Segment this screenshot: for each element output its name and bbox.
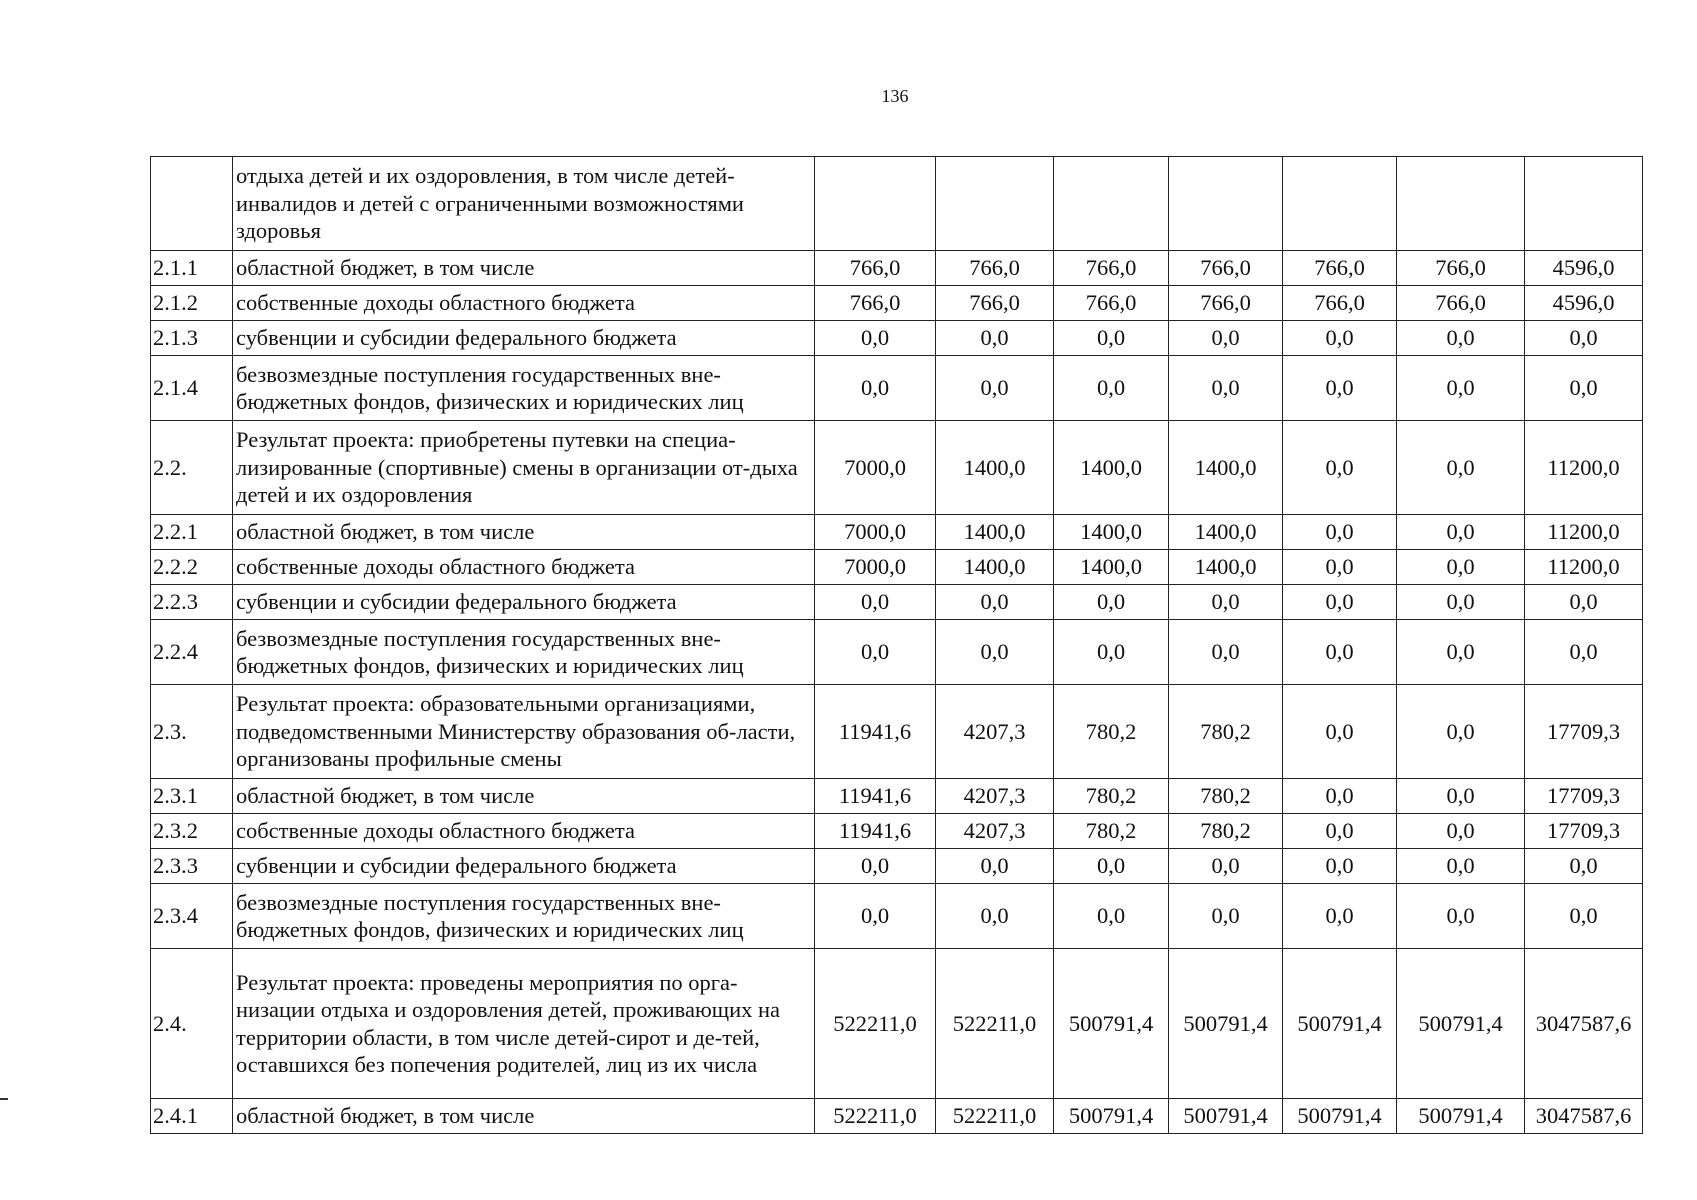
value-cell: [1054, 157, 1169, 251]
value-cell: 766,0: [1397, 286, 1525, 321]
value-cell: 500791,4: [1283, 1099, 1397, 1134]
value-cell: 0,0: [1397, 321, 1525, 356]
row-number-cell: 2.3.1: [151, 779, 233, 814]
table-row: [151, 949, 1643, 1099]
table-row: [151, 251, 1643, 286]
value-cell: 11200,0: [1525, 515, 1643, 550]
table-row: [151, 620, 1643, 685]
value-cell: 1400,0: [1169, 421, 1283, 515]
value-cell: [936, 157, 1054, 251]
value-cell: 0,0: [1525, 321, 1643, 356]
value-cell: 17709,3: [1525, 814, 1643, 849]
value-cell: 0,0: [1283, 884, 1397, 949]
row-description-cell: субвенции и субсидии федерального бюджета: [233, 321, 815, 356]
row-description-cell: областной бюджет, в том числе: [233, 515, 815, 550]
row-number-cell: 2.3.3: [151, 849, 233, 884]
value-cell: 0,0: [1169, 620, 1283, 685]
value-cell: 0,0: [1283, 849, 1397, 884]
table-row: [151, 685, 1643, 779]
value-cell: 0,0: [936, 884, 1054, 949]
table-row: [151, 585, 1643, 620]
value-cell: 0,0: [1283, 620, 1397, 685]
value-cell: 4207,3: [936, 779, 1054, 814]
value-cell: [1525, 157, 1643, 251]
margin-mark: [0, 1098, 8, 1100]
table-row: [151, 286, 1643, 321]
row-description-cell: областной бюджет, в том числе: [233, 251, 815, 286]
value-cell: 766,0: [1169, 251, 1283, 286]
row-description-cell: Результат проекта: образовательными организациями, подведомственными Министерству образования об-ласти, организованы профильные смены: [233, 685, 815, 779]
value-cell: 0,0: [1397, 849, 1525, 884]
table-row: [151, 515, 1643, 550]
value-cell: 0,0: [1397, 515, 1525, 550]
value-cell: 1400,0: [936, 515, 1054, 550]
value-cell: 0,0: [1397, 421, 1525, 515]
row-description-cell: безвозмездные поступления государственных вне-бюджетных фондов, физических и юридических лиц: [233, 620, 815, 685]
table-row: [151, 814, 1643, 849]
page-number: 136: [881, 86, 909, 106]
table-row: [151, 421, 1643, 515]
row-number-cell: 2.4.1: [151, 1099, 233, 1134]
value-cell: 4207,3: [936, 814, 1054, 849]
value-cell: 0,0: [1169, 321, 1283, 356]
value-cell: 17709,3: [1525, 685, 1643, 779]
row-description-cell: отдыха детей и их оздоровления, в том числе детей-инвалидов и детей с ограниченными возможностями здоровья: [233, 157, 815, 251]
value-cell: 0,0: [815, 620, 936, 685]
row-description-cell: Результат проекта: проведены мероприятия по орга-низации отдыха и оздоровления детей, проживающих на территории области, в том числе детей-сирот и де-тей, оставшихся без попечения родителей, лиц из их числа: [233, 949, 815, 1099]
value-cell: 766,0: [815, 251, 936, 286]
value-cell: 0,0: [1525, 620, 1643, 685]
row-description-cell: безвозмездные поступления государственных вне-бюджетных фондов, физических и юридических лиц: [233, 884, 815, 949]
value-cell: 4596,0: [1525, 286, 1643, 321]
value-cell: 1400,0: [1169, 515, 1283, 550]
value-cell: 500791,4: [1054, 1099, 1169, 1134]
value-cell: [1397, 157, 1525, 251]
value-cell: 0,0: [815, 585, 936, 620]
value-cell: 780,2: [1054, 779, 1169, 814]
value-cell: 17709,3: [1525, 779, 1643, 814]
value-cell: 500791,4: [1054, 949, 1169, 1099]
value-cell: 11941,6: [815, 779, 936, 814]
row-number-cell: 2.3.: [151, 685, 233, 779]
value-cell: 0,0: [1283, 356, 1397, 421]
value-cell: 766,0: [936, 286, 1054, 321]
value-cell: 522211,0: [815, 949, 936, 1099]
value-cell: 0,0: [1397, 585, 1525, 620]
value-cell: 0,0: [1283, 585, 1397, 620]
row-number-cell: 2.3.2: [151, 814, 233, 849]
value-cell: 766,0: [815, 286, 936, 321]
value-cell: 0,0: [1397, 620, 1525, 685]
value-cell: 766,0: [1054, 286, 1169, 321]
value-cell: 0,0: [936, 585, 1054, 620]
value-cell: 0,0: [1283, 321, 1397, 356]
value-cell: [1283, 157, 1397, 251]
value-cell: 1400,0: [1054, 515, 1169, 550]
value-cell: [815, 157, 936, 251]
value-cell: 0,0: [1397, 685, 1525, 779]
value-cell: 7000,0: [815, 421, 936, 515]
table-row: [151, 884, 1643, 949]
value-cell: 500791,4: [1397, 1099, 1525, 1134]
table-row: [151, 321, 1643, 356]
budget-table: [150, 156, 1643, 1134]
value-cell: 780,2: [1169, 779, 1283, 814]
value-cell: 0,0: [815, 356, 936, 421]
table-row: [151, 157, 1643, 251]
value-cell: 0,0: [1283, 515, 1397, 550]
value-cell: 3047587,6: [1525, 949, 1643, 1099]
table-row: [151, 779, 1643, 814]
value-cell: 0,0: [936, 620, 1054, 685]
value-cell: 11200,0: [1525, 550, 1643, 585]
row-number-cell: [151, 157, 233, 251]
value-cell: 0,0: [1283, 685, 1397, 779]
table-body: [151, 157, 1643, 1134]
value-cell: 0,0: [1525, 884, 1643, 949]
value-cell: 0,0: [1169, 356, 1283, 421]
table-row: [151, 849, 1643, 884]
value-cell: 0,0: [936, 849, 1054, 884]
value-cell: 0,0: [1283, 550, 1397, 585]
value-cell: 0,0: [1525, 356, 1643, 421]
value-cell: 0,0: [815, 321, 936, 356]
value-cell: 766,0: [1283, 251, 1397, 286]
value-cell: 0,0: [1054, 321, 1169, 356]
value-cell: 1400,0: [936, 550, 1054, 585]
value-cell: 780,2: [1054, 685, 1169, 779]
value-cell: 500791,4: [1283, 949, 1397, 1099]
row-description-cell: собственные доходы областного бюджета: [233, 814, 815, 849]
value-cell: 780,2: [1169, 814, 1283, 849]
value-cell: 766,0: [1283, 286, 1397, 321]
row-number-cell: 2.3.4: [151, 884, 233, 949]
value-cell: 766,0: [1169, 286, 1283, 321]
row-description-cell: субвенции и субсидии федерального бюджета: [233, 585, 815, 620]
value-cell: 1400,0: [1054, 421, 1169, 515]
row-number-cell: 2.1.4: [151, 356, 233, 421]
value-cell: 4596,0: [1525, 251, 1643, 286]
row-number-cell: 2.2.1: [151, 515, 233, 550]
value-cell: 766,0: [1054, 251, 1169, 286]
value-cell: 0,0: [815, 884, 936, 949]
value-cell: [1169, 157, 1283, 251]
value-cell: 522211,0: [936, 1099, 1054, 1134]
value-cell: 0,0: [1054, 356, 1169, 421]
value-cell: 0,0: [936, 321, 1054, 356]
value-cell: 1400,0: [1169, 550, 1283, 585]
value-cell: 4207,3: [936, 685, 1054, 779]
row-number-cell: 2.2.: [151, 421, 233, 515]
value-cell: 7000,0: [815, 550, 936, 585]
row-description-cell: собственные доходы областного бюджета: [233, 286, 815, 321]
value-cell: 0,0: [815, 849, 936, 884]
value-cell: 1400,0: [936, 421, 1054, 515]
value-cell: 0,0: [1054, 849, 1169, 884]
table-row: [151, 550, 1643, 585]
value-cell: 500791,4: [1397, 949, 1525, 1099]
value-cell: 500791,4: [1169, 1099, 1283, 1134]
value-cell: 780,2: [1169, 685, 1283, 779]
value-cell: 7000,0: [815, 515, 936, 550]
value-cell: 522211,0: [936, 949, 1054, 1099]
row-number-cell: 2.2.3: [151, 585, 233, 620]
row-number-cell: 2.4.: [151, 949, 233, 1099]
value-cell: 0,0: [1283, 779, 1397, 814]
value-cell: 0,0: [1054, 585, 1169, 620]
row-description-cell: областной бюджет, в том числе: [233, 779, 815, 814]
value-cell: 0,0: [1397, 814, 1525, 849]
row-description-cell: собственные доходы областного бюджета: [233, 550, 815, 585]
table-row: [151, 356, 1643, 421]
value-cell: 0,0: [1283, 814, 1397, 849]
value-cell: 0,0: [936, 356, 1054, 421]
value-cell: 0,0: [1397, 884, 1525, 949]
row-description-cell: субвенции и субсидии федерального бюджета: [233, 849, 815, 884]
value-cell: 0,0: [1397, 779, 1525, 814]
value-cell: 0,0: [1054, 620, 1169, 685]
value-cell: 0,0: [1397, 356, 1525, 421]
row-number-cell: 2.2.4: [151, 620, 233, 685]
value-cell: 0,0: [1169, 884, 1283, 949]
value-cell: 11200,0: [1525, 421, 1643, 515]
value-cell: 11941,6: [815, 685, 936, 779]
value-cell: 766,0: [936, 251, 1054, 286]
value-cell: 1400,0: [1054, 550, 1169, 585]
row-description-cell: безвозмездные поступления государственных вне-бюджетных фондов, физических и юридических лиц: [233, 356, 815, 421]
value-cell: 766,0: [1397, 251, 1525, 286]
row-number-cell: 2.2.2: [151, 550, 233, 585]
value-cell: 3047587,6: [1525, 1099, 1643, 1134]
value-cell: 522211,0: [815, 1099, 936, 1134]
row-number-cell: 2.1.1: [151, 251, 233, 286]
row-number-cell: 2.1.2: [151, 286, 233, 321]
value-cell: 780,2: [1054, 814, 1169, 849]
value-cell: 11941,6: [815, 814, 936, 849]
value-cell: 500791,4: [1169, 949, 1283, 1099]
value-cell: 0,0: [1169, 849, 1283, 884]
row-description-cell: областной бюджет, в том числе: [233, 1099, 815, 1134]
value-cell: 0,0: [1525, 585, 1643, 620]
row-number-cell: 2.1.3: [151, 321, 233, 356]
table-row: [151, 1099, 1643, 1134]
value-cell: 0,0: [1054, 884, 1169, 949]
value-cell: 0,0: [1169, 585, 1283, 620]
value-cell: 0,0: [1525, 849, 1643, 884]
value-cell: 0,0: [1283, 421, 1397, 515]
value-cell: 0,0: [1397, 550, 1525, 585]
row-description-cell: Результат проекта: приобретены путевки на специа-лизированные (спортивные) смены в организации от-дыха детей и их оздоровления: [233, 421, 815, 515]
